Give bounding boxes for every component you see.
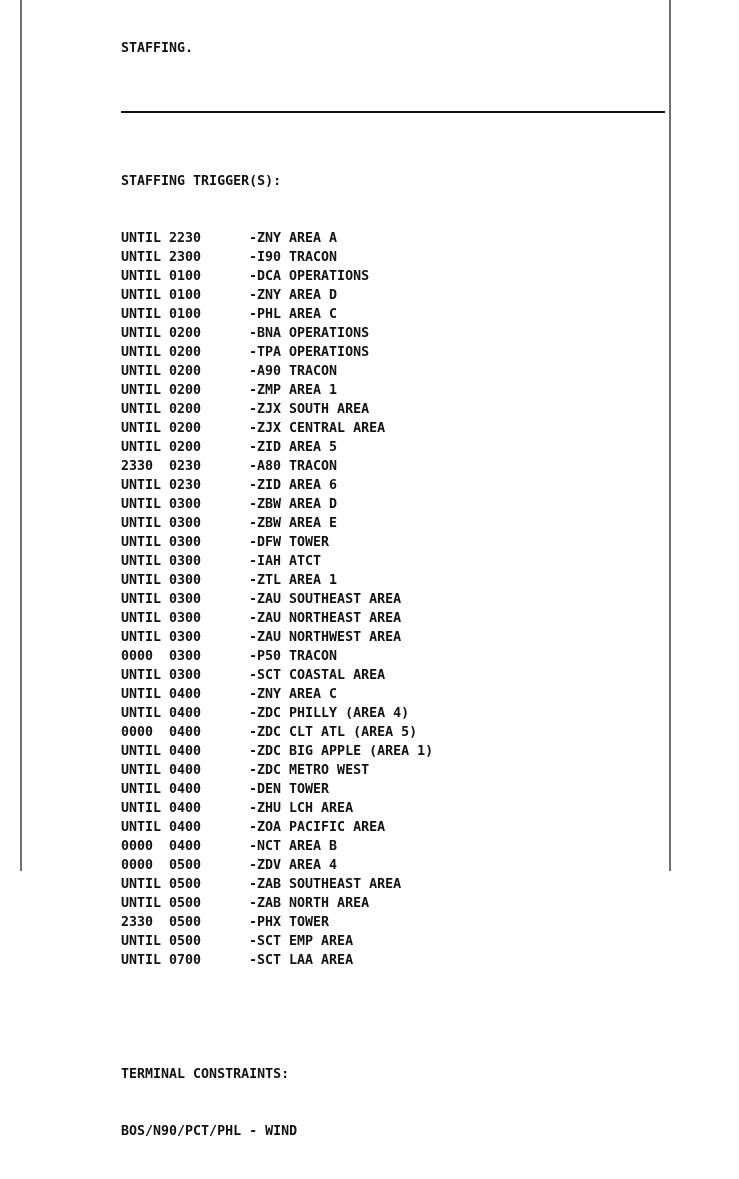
staffing-trigger-row [121,704,666,723]
trigger-facility: -SCT COASTAL AREA [249,668,386,683]
staffing-trigger-row [121,571,666,590]
staffing-trigger-row [121,324,666,343]
terminal-constraints-heading: TERMINAL CONSTRAINTS: [121,1067,290,1082]
staffing-trigger-row [121,837,666,856]
trigger-time: UNTIL 0700 [121,953,202,968]
trigger-time: UNTIL 0500 [121,934,202,949]
trigger-time: UNTIL 0300 [121,497,202,512]
staffing-triggers-heading: STAFFING TRIGGER(S): [121,174,282,189]
trigger-time: UNTIL 2300 [121,250,202,265]
trigger-time: 0000 0500 [121,858,202,873]
staffing-trigger-row [121,419,666,438]
trigger-time: UNTIL 2230 [121,231,202,246]
staffing-trigger-list [121,229,666,970]
trigger-time: 2330 0230 [121,459,202,474]
staffing-trigger-row [121,628,666,647]
staffing-trigger-row [121,913,666,932]
trigger-time: UNTIL 0100 [121,269,202,284]
trigger-facility: -ZTL AREA 1 [249,573,338,588]
blank-line [121,1008,666,1027]
trigger-time: UNTIL 0300 [121,554,202,569]
trigger-facility: -PHX TOWER [249,915,330,930]
trigger-time: UNTIL 0100 [121,307,202,322]
trigger-time: UNTIL 0300 [121,592,202,607]
staffing-trigger-row [121,666,666,685]
staffing-trigger-row [121,343,666,362]
trigger-facility: -ZDC PHILLY (AREA 4) [249,706,410,721]
trigger-facility: -ZNY AREA C [249,687,338,702]
trigger-facility: -IAH ATCT [249,554,322,569]
staffing-trigger-row [121,951,666,970]
staffing-trigger-row [121,761,666,780]
trigger-time: UNTIL 0400 [121,782,202,797]
trigger-facility: -ZNY AREA D [249,288,338,303]
trigger-facility: -ZAB SOUTHEAST AREA [249,877,402,892]
staffing-trigger-row [121,590,666,609]
trigger-time: UNTIL 0400 [121,706,202,721]
trigger-facility: -ZHU LCH AREA [249,801,354,816]
trigger-time: 0000 0400 [121,839,202,854]
staffing-trigger-row [121,609,666,628]
trigger-facility: -SCT LAA AREA [249,953,354,968]
staffing-trigger-row [121,267,666,286]
trigger-facility: -I90 TRACON [249,250,338,265]
staffing-text: STAFFING. [121,41,194,56]
terminal-constraints-list [121,1122,666,1141]
staffing-trigger-row [121,362,666,381]
trigger-time: UNTIL 0500 [121,877,202,892]
trigger-time: 0000 0300 [121,649,202,664]
trigger-time: UNTIL 0200 [121,383,202,398]
trigger-facility: -ZAU NORTHEAST AREA [249,611,402,626]
trigger-facility: -ZNY AREA A [249,231,338,246]
trigger-time: 0000 0400 [121,725,202,740]
staffing-trigger-row [121,875,666,894]
trigger-facility: -ZDV AREA 4 [249,858,338,873]
trigger-facility: -BNA OPERATIONS [249,326,370,341]
staffing-trigger-row [121,286,666,305]
trigger-facility: -A80 TRACON [249,459,338,474]
trigger-time: UNTIL 0300 [121,668,202,683]
trigger-facility: -ZAU NORTHWEST AREA [249,630,402,645]
staffing-trigger-row [121,685,666,704]
trigger-facility: -DCA OPERATIONS [249,269,370,284]
trigger-facility: -DFW TOWER [249,535,330,550]
staffing-trigger-row [121,476,666,495]
trigger-facility: -ZBW AREA D [249,497,338,512]
staffing-trigger-row [121,894,666,913]
trigger-facility: -A90 TRACON [249,364,338,379]
trigger-facility: -ZAB NORTH AREA [249,896,370,911]
staffing-trigger-row [121,381,666,400]
staffing-trigger-row [121,457,666,476]
trigger-time: UNTIL 0300 [121,535,202,550]
terminal-constraint-line: BOS/N90/PCT/PHL - WIND [121,1124,298,1139]
trigger-time: UNTIL 0200 [121,421,202,436]
trigger-facility: -ZID AREA 5 [249,440,338,455]
trigger-facility: -ZOA PACIFIC AREA [249,820,386,835]
trigger-facility: -DEN TOWER [249,782,330,797]
staffing-trigger-row [121,647,666,666]
staffing-trigger-row [121,856,666,875]
trigger-time: UNTIL 0400 [121,763,202,778]
trigger-time: UNTIL 0400 [121,820,202,835]
trigger-facility: -ZMP AREA 1 [249,383,338,398]
trigger-time: UNTIL 0400 [121,687,202,702]
staffing-trigger-row [121,495,666,514]
advisory-content [121,1,666,1179]
section-divider [121,111,665,113]
trigger-time: UNTIL 0200 [121,345,202,360]
trigger-time: UNTIL 0300 [121,611,202,626]
trigger-facility: -PHL AREA C [249,307,338,322]
trigger-facility: -ZJX SOUTH AREA [249,402,370,417]
staffing-trigger-row [121,229,666,248]
trigger-time: UNTIL 0100 [121,288,202,303]
trigger-time: UNTIL 0200 [121,326,202,341]
trigger-facility: -ZAU SOUTHEAST AREA [249,592,402,607]
trigger-time: UNTIL 0500 [121,896,202,911]
staffing-trigger-row [121,248,666,267]
trigger-facility: -SCT EMP AREA [249,934,354,949]
staffing-trigger-row [121,438,666,457]
trigger-time: UNTIL 0400 [121,744,202,759]
trigger-facility: -ZBW AREA E [249,516,338,531]
staffing-trigger-row [121,799,666,818]
trigger-facility: -ZDC BIG APPLE (AREA 1) [249,744,434,759]
trigger-facility: -ZDC CLT ATL (AREA 5) [249,725,418,740]
staffing-trigger-row [121,818,666,837]
staffing-trigger-row [121,723,666,742]
staffing-trigger-row [121,305,666,324]
staffing-trigger-row [121,552,666,571]
trigger-time: UNTIL 0200 [121,364,202,379]
trigger-time: UNTIL 0300 [121,516,202,531]
staffing-trigger-row [121,533,666,552]
trigger-facility: -P50 TRACON [249,649,338,664]
staffing-trigger-row [121,514,666,533]
trigger-time: UNTIL 0200 [121,440,202,455]
staffing-trigger-row [121,780,666,799]
trigger-time: UNTIL 0230 [121,478,202,493]
trigger-facility: -NCT AREA B [249,839,338,854]
trigger-time: UNTIL 0300 [121,630,202,645]
trigger-facility: -ZJX CENTRAL AREA [249,421,386,436]
trigger-facility: -TPA OPERATIONS [249,345,370,360]
trigger-time: UNTIL 0300 [121,573,202,588]
staffing-trigger-row [121,742,666,761]
trigger-time: UNTIL 0200 [121,402,202,417]
trigger-time: UNTIL 0400 [121,801,202,816]
trigger-time: 2330 0500 [121,915,202,930]
staffing-trigger-row [121,400,666,419]
trigger-facility: -ZID AREA 6 [249,478,338,493]
staffing-trigger-row [121,932,666,951]
trigger-facility: -ZDC METRO WEST [249,763,370,778]
